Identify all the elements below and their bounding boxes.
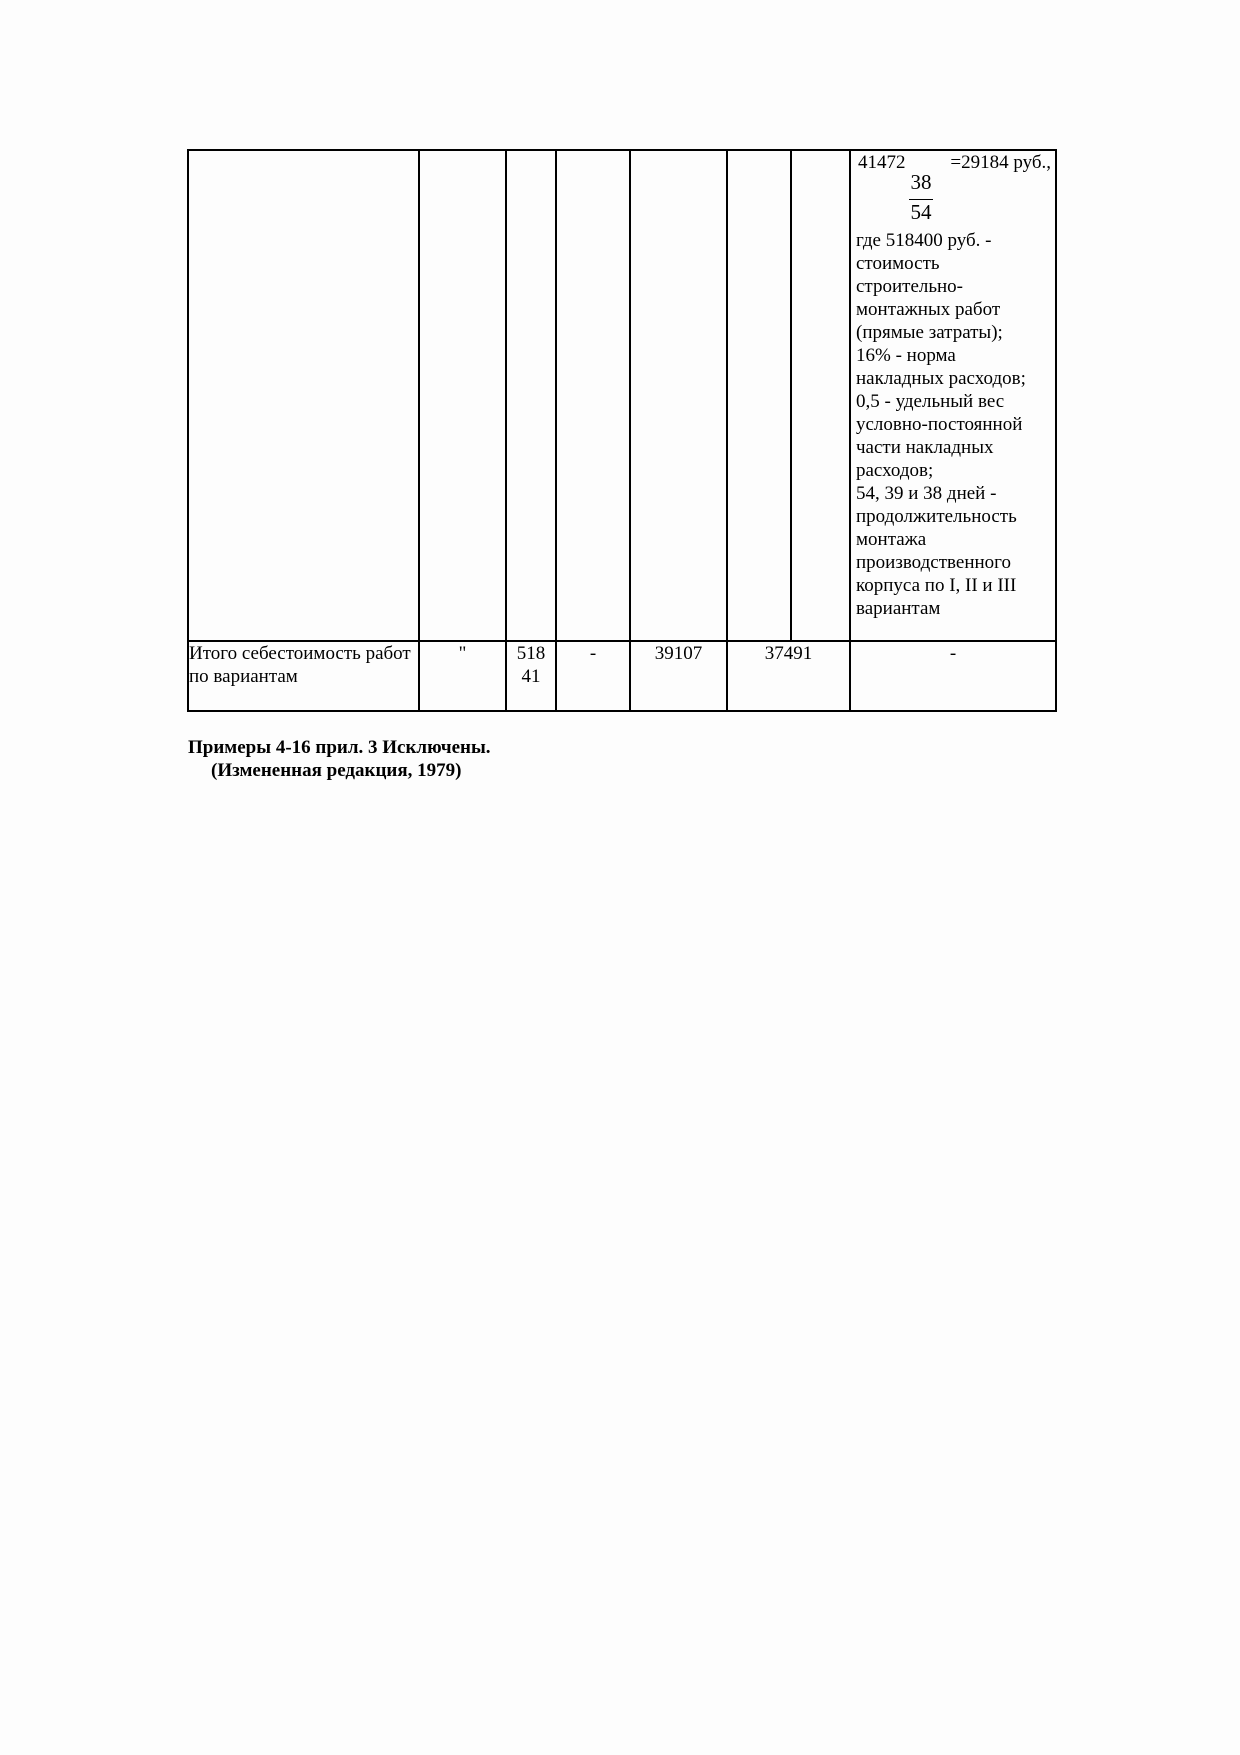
- fraction: [908, 170, 934, 225]
- empty-cell: [419, 150, 506, 641]
- formula-left-value: 41472: [858, 152, 906, 173]
- variant1-cell: [506, 641, 556, 711]
- table-row-total: [188, 641, 1056, 711]
- table-row-explanation: [188, 150, 1056, 641]
- formula-line: [851, 151, 1055, 175]
- empty-cell: [506, 150, 556, 641]
- dash-cell: -: [556, 641, 630, 711]
- variant3-cell: 37491: [727, 641, 850, 711]
- formula-result: =29184 руб.,: [950, 152, 1051, 173]
- unit-cell: ": [419, 641, 506, 711]
- variant1-line2: 41: [521, 666, 541, 687]
- empty-cell: [188, 150, 419, 641]
- footer-title: Примеры 4-16 прил. 3 Исключены.: [188, 737, 491, 758]
- explanation-text: где 518400 руб. - стоимость строительно- монтажных работ (прямые затраты); 16% - норма накладных расходов; 0,5 - удельный вес условно-постоянной части накладных расходов; 54, 39 и 38 дней - продолжительность монтажа производственного корпуса по I, II и III вариантам: [856, 230, 1026, 619]
- total-label-cell: Итого себестоимость работ по вариантам: [188, 641, 419, 711]
- empty-cell: [727, 150, 791, 641]
- fraction-numerator: 38: [910, 170, 932, 194]
- variant2-cell: 39107: [630, 641, 727, 711]
- cost-table: [187, 149, 1057, 712]
- footer-note: (Измененная редакция, 1979): [211, 760, 462, 781]
- remark-cell: -: [850, 641, 1056, 711]
- explanation-cell: [850, 150, 1056, 641]
- empty-cell: [791, 150, 850, 641]
- variant1-line1: 518: [516, 643, 546, 664]
- empty-cell: [630, 150, 727, 641]
- empty-cell: [556, 150, 630, 641]
- fraction-denominator: 54: [910, 200, 932, 224]
